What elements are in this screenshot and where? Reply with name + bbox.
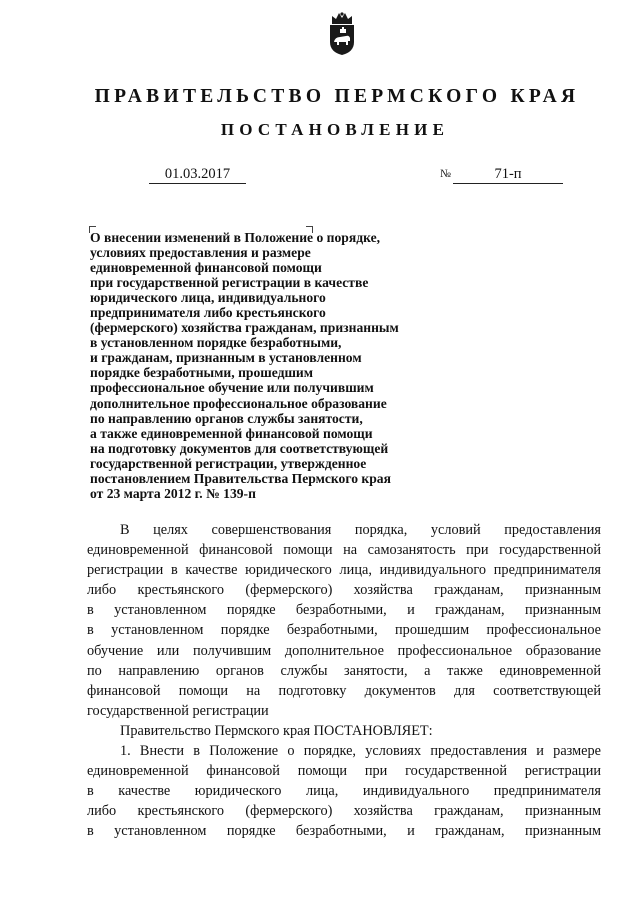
subject-line: профессиональное обучение или получившим [90,380,374,396]
subject-line: в установленном порядке безработными, [90,335,342,351]
document-subject [90,230,450,501]
body-line: либо крестьянского (фермерского) хозяйства гражданам, признанным [87,582,601,599]
subject-line: государственной регистрации, утвержденное [90,455,367,471]
subject-line: порядке безработными, прошедшим [90,365,314,381]
subject-line: юридического лица, индивидуального [90,290,326,306]
body-line: по направлению органов службы занятости, а также единовременной [87,662,601,679]
body-line: либо крестьянского (фермерского) хозяйства гражданам, признанным [87,803,601,820]
subject-line: и гражданам, признанным в установленном [90,350,362,366]
subject-line: дополнительное профессиональное образование [90,395,387,411]
subject-line: а также единовременной финансовой помощи [90,425,373,441]
body-line: финансовой помощи на подготовку документов для соответствующей [87,682,601,699]
subject-line: условиях предоставления и размере [90,245,311,261]
document-number: 71-п [453,165,563,184]
document-type-title: ПОСТАНОВЛЕНИЕ [220,120,450,139]
body-line: в установленном порядке безработными, прошедшим профессиональное [87,622,601,639]
preamble-paragraph [87,520,601,721]
body-line: в установленном порядке безработными, и гражданам, признанным [87,602,601,619]
subject-line: на подготовку документов для соответствующей [90,440,389,456]
subject-line: при государственной регистрации в качестве [90,275,369,291]
body-line: 1. Внести в Положение о порядке, условиях предоставления и размере [120,743,601,760]
document-date: 01.03.2017 [149,165,246,184]
subject-line: постановлением Правительства Пермского края [90,470,391,486]
perm-krai-coat-of-arms-icon [326,10,358,56]
subject-line: единовременной финансовой помощи [90,260,322,276]
document-body [87,520,601,842]
body-line: единовременной финансовой помощи на самозанятость при государственной [87,542,601,559]
subject-line: от 23 марта 2012 г. № 139-п [90,485,256,501]
subject-line: О внесении изменений в Положение о порядке, [90,230,380,245]
body-line: Правительство Пермского края ПОСТАНОВЛЯЕТ: [120,722,433,739]
organization-title: ПРАВИТЕЛЬСТВО ПЕРМСКОГО КРАЯ [94,86,580,107]
body-line: государственной регистрации [87,702,269,719]
item-1-paragraph [87,741,601,841]
subject-line: предпринимателя либо крестьянского [90,305,326,321]
body-line: регистрации в качестве юридического лица, индивидуального предпринимателя [87,562,601,579]
body-line: в качестве юридического лица, индивидуального предпринимателя [87,783,601,800]
body-line: обучение или получившим дополнительное профессиональное образование [87,642,601,659]
subject-line: (фермерского) хозяйства гражданам, признанным [90,320,399,336]
body-line: В целях совершенствования порядка, условий предоставления [120,522,601,538]
resolution-paragraph [87,721,601,741]
body-line: в установленном порядке безработными, и гражданам, признанным [87,823,601,840]
subject-line: по направлению органов службы занятости, [90,410,363,426]
body-line: единовременной финансовой помощи при государственной регистрации [87,763,601,780]
number-sign: № [440,168,451,180]
